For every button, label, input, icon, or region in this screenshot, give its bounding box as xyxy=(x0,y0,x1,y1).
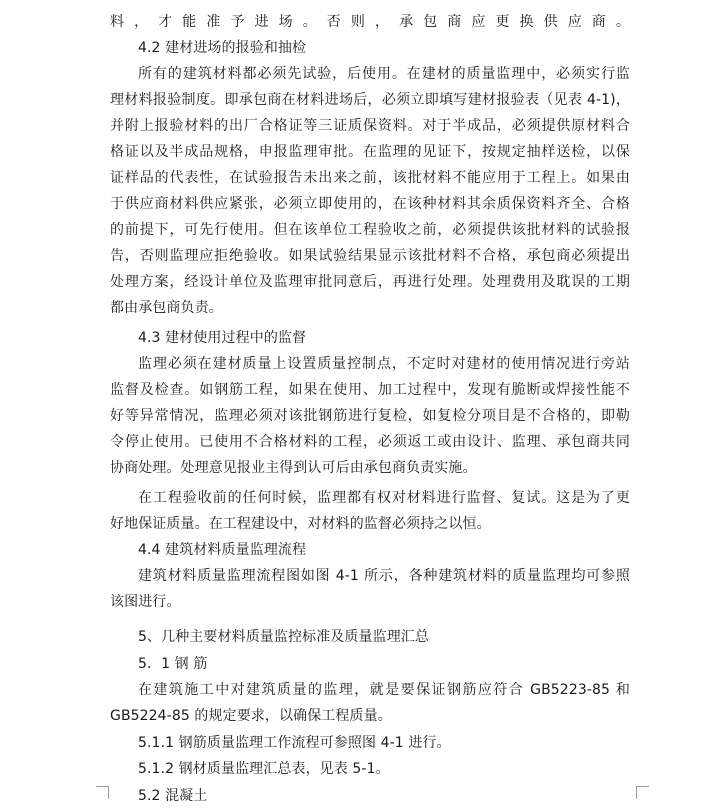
section-heading-4-4: 4.4 建筑材料质量监理流程 xyxy=(138,542,307,558)
section-heading-5: 5、几种主要材料质量监控标准及质量监理汇总 xyxy=(138,629,430,645)
text-line: 令停止使用。已使用不合格材料的工程，必须返工或由设计、监理、承包商共同 xyxy=(110,434,630,450)
text-line: 料，才能准予进场。否则，承包商应更换供应商。 xyxy=(110,14,630,30)
text-line: 建筑材料质量监理流程图如图 4-1 所示，各种建筑材料的质量监理均可参照 xyxy=(138,568,630,584)
margin-corner-mark-right xyxy=(636,786,649,799)
section-heading-5-1: 5．1 钢 筋 xyxy=(138,656,208,672)
section-heading-4-2: 4.2 建材进场的报验和抽检 xyxy=(138,40,307,56)
text-line: GB5224-85 的规定要求，以确保工程质量。 xyxy=(110,708,392,724)
text-line: 于供应商材料供应紧张，必须立即使用的，在该种材料其余质保资料齐全、合格 xyxy=(110,196,630,212)
section-heading-5-2: 5.2 混凝土 xyxy=(138,788,208,804)
text-line: 并附上报验材料的出厂合格证等三证质保资料。对于半成品，必须提供原材料合 xyxy=(110,118,630,134)
text-line: 该图进行。 xyxy=(110,594,181,610)
text-line: 协商处理。处理意见报业主得到认可后由承包商负责实施。 xyxy=(110,460,477,476)
subsection-5-1-2: 5.1.2 钢材质量监理汇总表，见表 5-1。 xyxy=(138,761,390,777)
section-heading-4-3: 4.3 建材使用过程中的监督 xyxy=(138,330,307,346)
text-line: 监督及检查。如钢筋工程，如果在使用、加工过程中，发现有脆断或焊接性能不 xyxy=(110,382,630,398)
subsection-5-1-1: 5.1.1 钢筋质量监理工作流程可参照图 4-1 进行。 xyxy=(138,735,451,751)
text-line: 在建筑施工中对建筑质量的监理，就是要保证钢筋应符合 GB5223-85 和 xyxy=(138,682,630,698)
text-line: 的前提下，可先行使用。但在该单位工程验收之前，必须提供该批材料的试验报 xyxy=(110,222,630,238)
text-line: 都由承包商负责。 xyxy=(110,300,223,316)
text-line: 证样品的代表性，在试验报告未出来之前，该批材料不能应用于工程上。如果由 xyxy=(110,170,630,186)
text-line: 在工程验收前的任何时候，监理都有权对材料进行监督、复试。这是为了更 xyxy=(138,490,630,506)
text-line: 好地保证质量。在工程建设中，对材料的监督必须持之以恒。 xyxy=(110,516,491,532)
text-line: 格证以及半成品规格，申报监理审批。在监理的见证下，按规定抽样送检，以保 xyxy=(110,144,630,160)
text-line: 所有的建筑材料都必须先试验，后使用。在建材的质量监理中，必须实行监 xyxy=(138,66,630,82)
text-line: 理材料报验制度。即承包商在材料进场后，必须立即填写建材报验表（见表 4-1)， xyxy=(110,92,630,108)
text-line: 处理方案，经设计单位及监理审批同意后，再进行处理。处理费用及耽误的工期 xyxy=(110,274,630,290)
margin-corner-mark-left xyxy=(96,786,109,799)
text-line: 好等异常情况，监理必须对该批钢筋进行复检，如复检分项目是不合格的，即勒 xyxy=(110,408,630,424)
text-line: 告，否则监理应拒绝验收。如果试验结果显示该批材料不合格，承包商必须提出 xyxy=(110,248,630,264)
text-line: 监理必须在建材质量上设置质量控制点，不定时对建材的使用情况进行旁站 xyxy=(138,356,630,372)
